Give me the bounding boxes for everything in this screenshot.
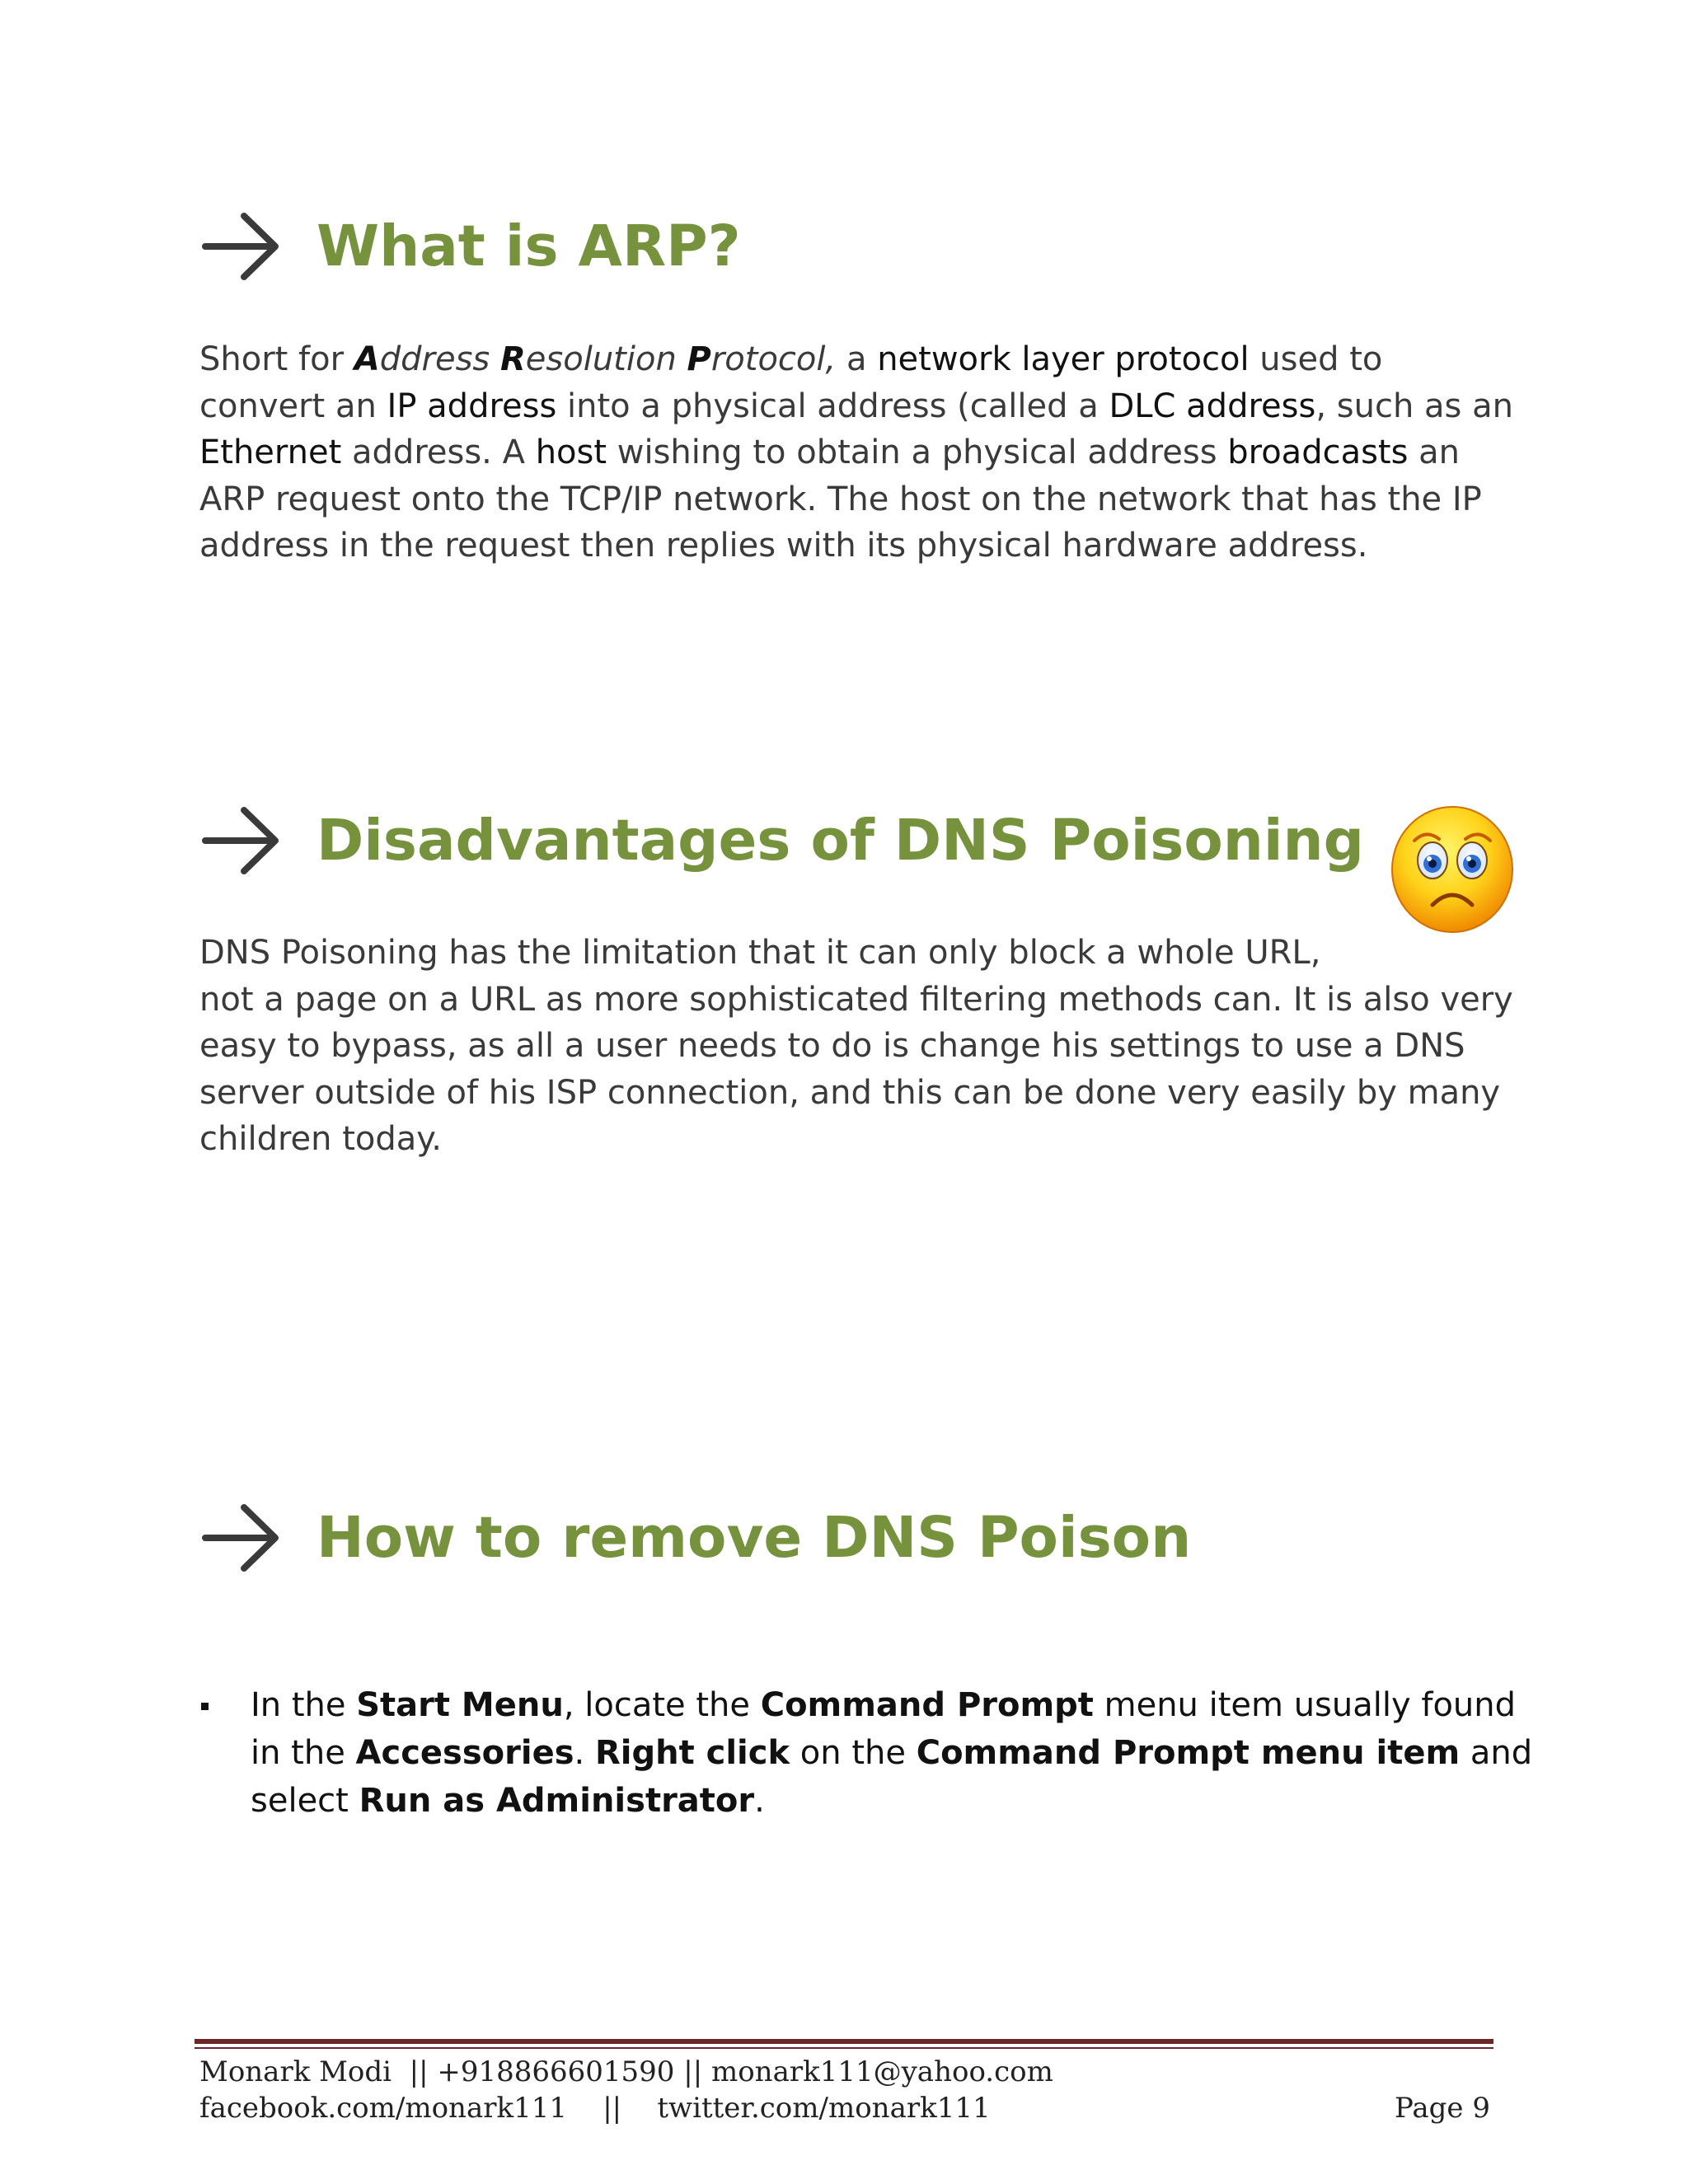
footer-contact-line: Monark Modi || +918866601590 || monark111@yahoo.com — [199, 2055, 1053, 2088]
arrow-right-icon — [201, 209, 284, 284]
disadvantages-paragraph: DNS Poisoning has the limitation that it can only block a whole URL, not a page on a URL as more sophisticated filtering methods can. It is also very easy to bypass, as all a user needs to do is change his settings to use a DNS server outside of his ISP connection, and this can be done very easily by many children today. — [199, 934, 1513, 1158]
instruction-list — [199, 1681, 1535, 1825]
list-item: In the Start Menu, locate the Command Prompt menu item usually found in the Accessories. Right click on the Command Prompt menu item and select Run as Administrator. — [199, 1681, 1535, 1825]
heading-how-to-remove — [201, 1501, 1191, 1575]
term-host: host — [535, 434, 607, 471]
arrow-right-icon — [201, 1501, 284, 1575]
term-dlc-address: DLC address — [1109, 387, 1316, 425]
footer-rule — [195, 2039, 1493, 2044]
section-title: How to remove DNS Poison — [316, 1505, 1192, 1571]
arp-paragraph: Short for Address Resolution Protocol, a network layer protocol used to convert an IP address into a physical address (called a DLC address, such as an Ethernet address. A host wishing to obtain a physical address broadcasts an ARP request onto the TCP/IP network. The host on the network that has the IP address in the request then replies with its physical hardware address. — [199, 340, 1513, 565]
page-number: Page 9 — [1395, 2092, 1490, 2125]
bullet-square-icon — [201, 1703, 209, 1710]
footer-social-line: facebook.com/monark111 || twitter.com/monark111 Page 9 — [199, 2092, 1490, 2125]
sad-face-icon — [1390, 804, 1515, 935]
heading-what-is-arp — [201, 209, 741, 284]
section-title: What is ARP? — [316, 213, 741, 279]
heading-disadvantages — [201, 804, 1364, 878]
arrow-right-icon — [201, 804, 284, 878]
term-broadcasts: broadcasts — [1227, 434, 1409, 471]
term-network-layer-protocol: network layer protocol — [877, 340, 1250, 378]
section-title: Disadvantages of DNS Poisoning — [316, 808, 1365, 874]
footer-rule-thin — [195, 2047, 1493, 2049]
term-ip-address: IP address — [387, 387, 557, 425]
term-ethernet: Ethernet — [199, 434, 342, 471]
